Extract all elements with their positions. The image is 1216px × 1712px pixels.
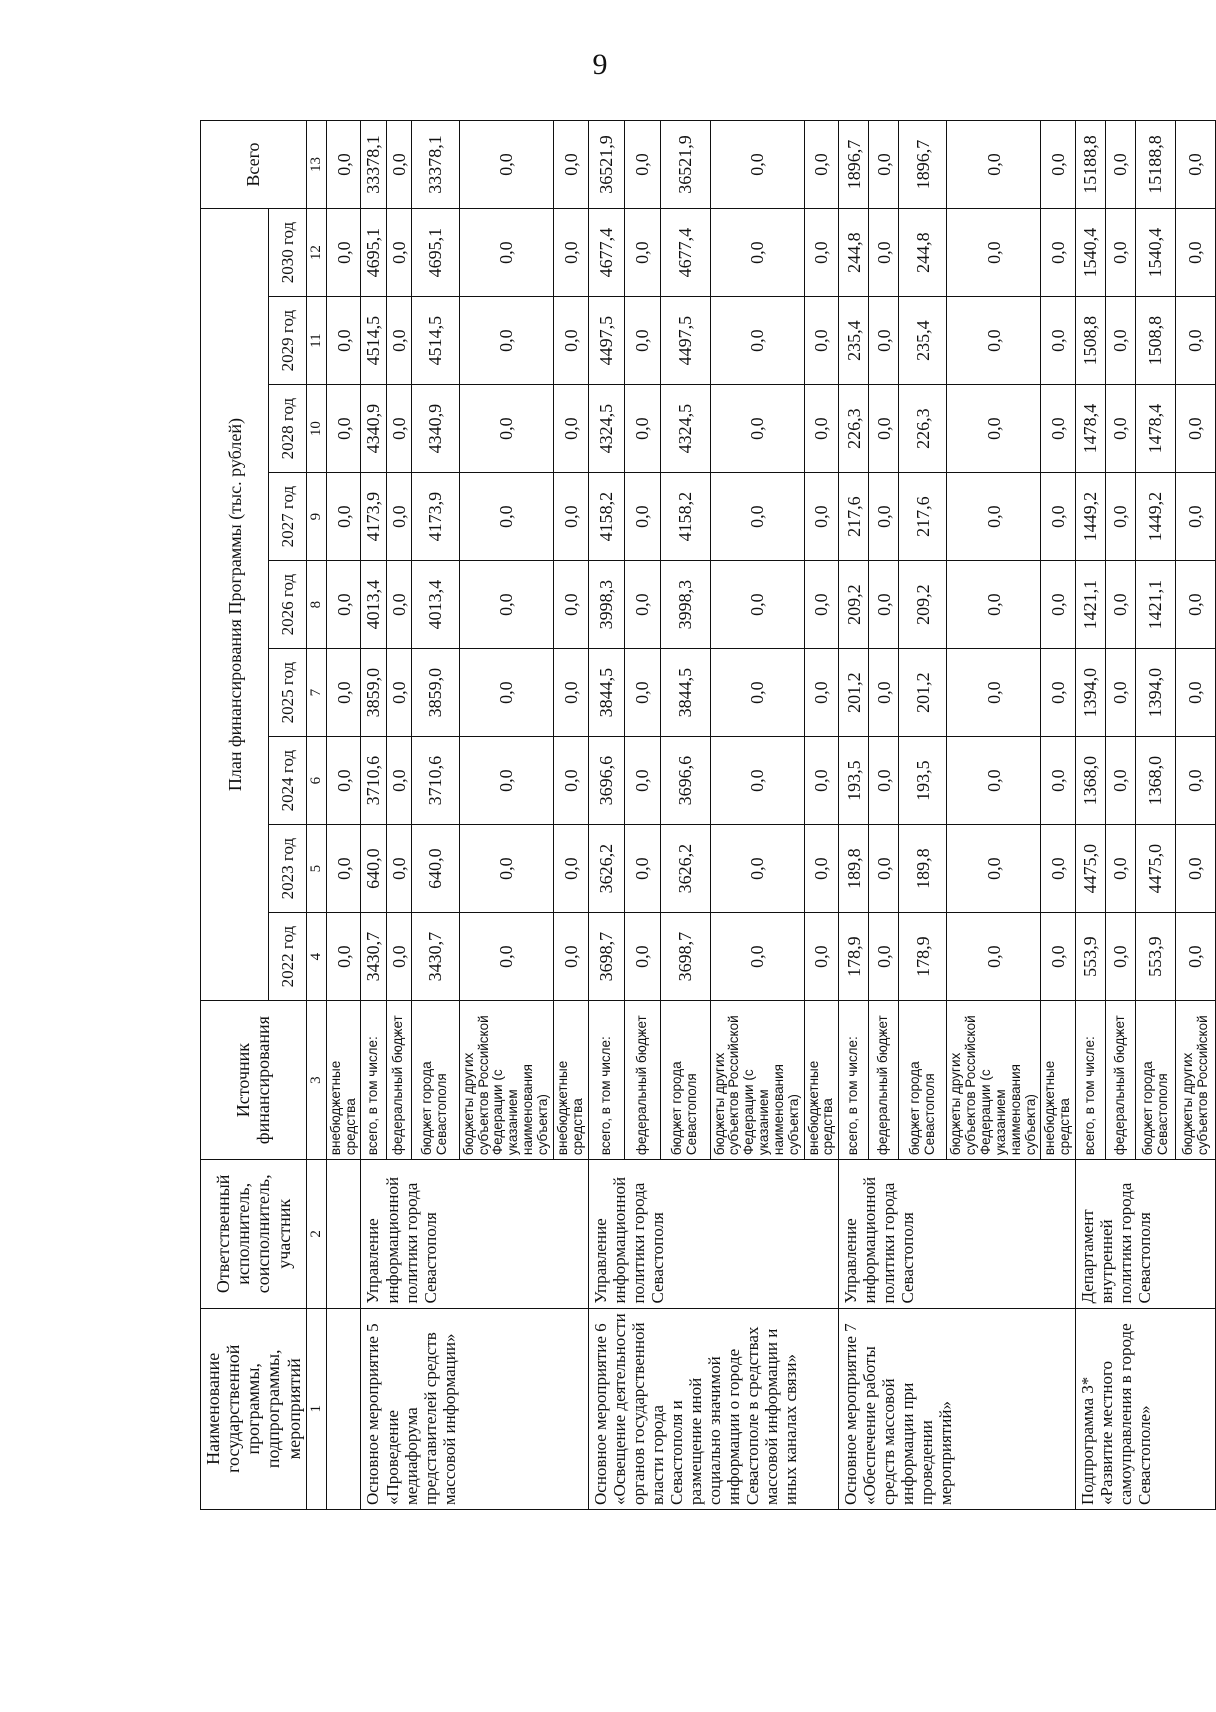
value-cell: 0,0 — [710, 649, 804, 737]
total-cell: 36521,9 — [660, 121, 710, 209]
total-cell: 0,0 — [459, 121, 553, 209]
value-cell: 3710,6 — [361, 737, 386, 825]
value-cell: 3430,7 — [411, 913, 459, 1001]
value-cell: 0,0 — [869, 385, 899, 473]
value-cell: 0,0 — [326, 649, 361, 737]
value-cell: 0,0 — [869, 209, 899, 297]
value-cell: 0,0 — [710, 209, 804, 297]
value-cell: 0,0 — [326, 385, 361, 473]
value-cell: 3626,2 — [588, 825, 624, 913]
value-cell: 0,0 — [1106, 473, 1136, 561]
total-cell: 0,0 — [553, 121, 588, 209]
value-cell: 235,4 — [839, 297, 869, 385]
value-cell: 0,0 — [624, 209, 660, 297]
value-cell: 0,0 — [710, 385, 804, 473]
total-cell: 0,0 — [947, 121, 1041, 209]
value-cell: 0,0 — [624, 825, 660, 913]
total-cell: 36521,9 — [588, 121, 624, 209]
value-cell: 0,0 — [1041, 209, 1076, 297]
value-cell: 0,0 — [326, 737, 361, 825]
activity-name: Основное мероприятие 6 «Освещение деятельности органов государственной власти города Севастополя и размещение иной социально значимой информации о городе Севастополе в средствах массовой информации и иных каналах связи» — [588, 1308, 839, 1509]
source-cell: внебюджетные средства — [804, 1001, 839, 1160]
value-cell: 217,6 — [839, 473, 869, 561]
value-cell: 0,0 — [869, 649, 899, 737]
value-cell: 0,0 — [1106, 385, 1136, 473]
value-cell: 0,0 — [624, 913, 660, 1001]
value-cell: 0,0 — [553, 209, 588, 297]
value-cell: 209,2 — [899, 561, 947, 649]
value-cell: 0,0 — [386, 209, 411, 297]
total-cell: 0,0 — [624, 121, 660, 209]
value-cell: 0,0 — [1176, 385, 1216, 473]
value-cell: 0,0 — [804, 385, 839, 473]
value-cell: 0,0 — [1176, 561, 1216, 649]
value-cell: 201,2 — [839, 649, 869, 737]
value-cell: 4695,1 — [361, 209, 386, 297]
source-cell: бюджет города Севастополя — [1136, 1001, 1176, 1160]
source-cell: бюджеты других субъектов Российской Федерации (с указанием наименования субъекта) — [459, 1001, 553, 1160]
value-cell: 4173,9 — [411, 473, 459, 561]
value-cell: 3626,2 — [660, 825, 710, 913]
value-cell: 0,0 — [1106, 737, 1136, 825]
value-cell: 4013,4 — [411, 561, 459, 649]
value-cell: 0,0 — [804, 913, 839, 1001]
source-cell: внебюджетные средства — [1041, 1001, 1076, 1160]
table-row — [1076, 121, 1106, 1510]
value-cell: 0,0 — [553, 737, 588, 825]
value-cell: 4695,1 — [411, 209, 459, 297]
source-cell: всего, в том числе: — [361, 1001, 386, 1160]
total-cell: 15188,8 — [1136, 121, 1176, 209]
value-cell: 0,0 — [459, 649, 553, 737]
value-cell: 1449,2 — [1076, 473, 1106, 561]
value-cell: 0,0 — [947, 209, 1041, 297]
value-cell: 0,0 — [326, 825, 361, 913]
value-cell: 0,0 — [804, 649, 839, 737]
value-cell: 0,0 — [1176, 649, 1216, 737]
value-cell: 0,0 — [804, 561, 839, 649]
header-year: 2024 год — [269, 737, 306, 825]
value-cell: 0,0 — [459, 737, 553, 825]
value-cell: 1394,0 — [1076, 649, 1106, 737]
value-cell: 0,0 — [1176, 209, 1216, 297]
value-cell: 0,0 — [624, 473, 660, 561]
total-cell: 1896,7 — [839, 121, 869, 209]
activity-name: Основное мероприятие 5 «Проведение медиафорума представителей средств массовой информации» — [361, 1308, 588, 1509]
value-cell: 226,3 — [839, 385, 869, 473]
value-cell: 0,0 — [459, 913, 553, 1001]
total-cell: 0,0 — [1041, 121, 1076, 209]
source-cell: бюджет города Севастополя — [660, 1001, 710, 1160]
value-cell: 0,0 — [553, 913, 588, 1001]
value-cell: 0,0 — [1176, 473, 1216, 561]
value-cell: 1540,4 — [1136, 209, 1176, 297]
value-cell: 0,0 — [553, 561, 588, 649]
column-number: 13 — [306, 121, 326, 209]
total-cell: 0,0 — [386, 121, 411, 209]
value-cell: 0,0 — [459, 473, 553, 561]
header-year: 2029 год — [269, 297, 306, 385]
value-cell: 189,8 — [899, 825, 947, 913]
value-cell: 4340,9 — [411, 385, 459, 473]
source-cell: внебюджетные средства — [326, 1001, 361, 1160]
value-cell: 4158,2 — [588, 473, 624, 561]
source-cell: федеральный бюджет — [386, 1001, 411, 1160]
value-cell: 4475,0 — [1076, 825, 1106, 913]
value-cell: 1478,4 — [1136, 385, 1176, 473]
value-cell: 0,0 — [553, 473, 588, 561]
value-cell: 4013,4 — [361, 561, 386, 649]
value-cell: 4677,4 — [660, 209, 710, 297]
value-cell: 4158,2 — [660, 473, 710, 561]
source-cell: внебюджетные средства — [553, 1001, 588, 1160]
value-cell: 4324,5 — [660, 385, 710, 473]
value-cell: 0,0 — [947, 825, 1041, 913]
value-cell: 3844,5 — [660, 649, 710, 737]
value-cell: 0,0 — [1041, 297, 1076, 385]
value-cell: 244,8 — [839, 209, 869, 297]
value-cell: 553,9 — [1076, 913, 1106, 1001]
value-cell: 0,0 — [947, 297, 1041, 385]
value-cell: 4677,4 — [588, 209, 624, 297]
value-cell: 0,0 — [1176, 913, 1216, 1001]
executor-name: Управление информационной политики города Севастополя — [839, 1160, 1076, 1308]
source-cell: федеральный бюджет — [624, 1001, 660, 1160]
value-cell: 3698,7 — [588, 913, 624, 1001]
value-cell: 0,0 — [710, 473, 804, 561]
value-cell: 0,0 — [710, 913, 804, 1001]
value-cell: 0,0 — [869, 297, 899, 385]
value-cell: 0,0 — [326, 561, 361, 649]
value-cell: 0,0 — [386, 737, 411, 825]
value-cell: 0,0 — [1176, 297, 1216, 385]
financing-table — [200, 120, 1216, 1510]
value-cell: 0,0 — [386, 385, 411, 473]
value-cell: 0,0 — [947, 473, 1041, 561]
value-cell: 0,0 — [386, 913, 411, 1001]
value-cell: 4475,0 — [1136, 825, 1176, 913]
value-cell: 0,0 — [869, 737, 899, 825]
column-number: 7 — [306, 649, 326, 737]
header-total: Всего — [201, 121, 307, 209]
value-cell: 193,5 — [899, 737, 947, 825]
value-cell: 1540,4 — [1076, 209, 1106, 297]
value-cell: 0,0 — [804, 209, 839, 297]
value-cell: 0,0 — [710, 737, 804, 825]
total-cell: 0,0 — [804, 121, 839, 209]
column-number: 1 — [306, 1308, 326, 1509]
value-cell: 0,0 — [326, 473, 361, 561]
value-cell: 1508,8 — [1076, 297, 1106, 385]
value-cell: 0,0 — [1176, 825, 1216, 913]
value-cell: 0,0 — [804, 737, 839, 825]
value-cell: 4514,5 — [411, 297, 459, 385]
value-cell: 3710,6 — [411, 737, 459, 825]
column-number: 12 — [306, 209, 326, 297]
value-cell: 235,4 — [899, 297, 947, 385]
value-cell: 0,0 — [710, 297, 804, 385]
value-cell: 1368,0 — [1136, 737, 1176, 825]
value-cell: 553,9 — [1136, 913, 1176, 1001]
value-cell: 4497,5 — [588, 297, 624, 385]
source-cell: бюджет города Севастополя — [411, 1001, 459, 1160]
value-cell: 1478,4 — [1076, 385, 1106, 473]
source-cell: всего, в том числе: — [839, 1001, 869, 1160]
value-cell: 4173,9 — [361, 473, 386, 561]
value-cell: 0,0 — [1041, 649, 1076, 737]
value-cell: 3696,6 — [660, 737, 710, 825]
value-cell: 217,6 — [899, 473, 947, 561]
rotated-table-wrapper — [200, 120, 1210, 1510]
value-cell: 0,0 — [624, 737, 660, 825]
value-cell: 3998,3 — [660, 561, 710, 649]
value-cell: 0,0 — [947, 649, 1041, 737]
column-number: 2 — [306, 1160, 326, 1308]
value-cell: 0,0 — [947, 385, 1041, 473]
value-cell: 1368,0 — [1076, 737, 1106, 825]
value-cell: 0,0 — [624, 561, 660, 649]
total-cell: 0,0 — [710, 121, 804, 209]
value-cell: 4324,5 — [588, 385, 624, 473]
value-cell: 0,0 — [553, 385, 588, 473]
activity-name: Основное мероприятие 7 «Обеспечение работы средств массовой информации при проведении мероприятий» — [839, 1308, 1076, 1509]
value-cell: 3998,3 — [588, 561, 624, 649]
value-cell: 3844,5 — [588, 649, 624, 737]
source-cell: всего, в том числе: — [1076, 1001, 1106, 1160]
activity-name: Подпрограмма 3* «Развитие местного самоуправления в городе Севастополе» — [1076, 1308, 1216, 1509]
header-year: 2025 год — [269, 649, 306, 737]
value-cell: 0,0 — [326, 913, 361, 1001]
value-cell: 0,0 — [459, 209, 553, 297]
header-year: 2023 год — [269, 825, 306, 913]
value-cell: 0,0 — [459, 825, 553, 913]
empty-cell — [326, 1160, 361, 1308]
value-cell: 0,0 — [553, 297, 588, 385]
column-number: 9 — [306, 473, 326, 561]
page-number: 9 — [592, 48, 608, 81]
value-cell: 0,0 — [386, 473, 411, 561]
value-cell: 0,0 — [947, 913, 1041, 1001]
value-cell: 0,0 — [947, 561, 1041, 649]
value-cell: 640,0 — [361, 825, 386, 913]
value-cell: 0,0 — [804, 473, 839, 561]
value-cell: 1394,0 — [1136, 649, 1176, 737]
total-cell: 0,0 — [869, 121, 899, 209]
value-cell: 0,0 — [1041, 385, 1076, 473]
value-cell: 0,0 — [869, 473, 899, 561]
executor-name: Управление информационной политики города Севастополя — [361, 1160, 588, 1308]
header-year: 2027 год — [269, 473, 306, 561]
value-cell: 4514,5 — [361, 297, 386, 385]
total-cell: 15188,8 — [1076, 121, 1106, 209]
value-cell: 640,0 — [411, 825, 459, 913]
table-row — [839, 121, 869, 1510]
value-cell: 0,0 — [804, 297, 839, 385]
column-number: 3 — [306, 1001, 326, 1160]
value-cell: 0,0 — [1106, 297, 1136, 385]
value-cell: 3696,6 — [588, 737, 624, 825]
value-cell: 3859,0 — [411, 649, 459, 737]
value-cell: 0,0 — [869, 561, 899, 649]
header-year: 2030 год — [269, 209, 306, 297]
value-cell: 0,0 — [1106, 825, 1136, 913]
value-cell: 178,9 — [839, 913, 869, 1001]
value-cell: 178,9 — [899, 913, 947, 1001]
header-year: 2022 год — [269, 913, 306, 1001]
value-cell: 0,0 — [553, 649, 588, 737]
value-cell: 1449,2 — [1136, 473, 1176, 561]
value-cell: 244,8 — [899, 209, 947, 297]
table-row — [588, 121, 624, 1510]
value-cell: 0,0 — [386, 825, 411, 913]
empty-cell — [326, 1308, 361, 1509]
value-cell: 189,8 — [839, 825, 869, 913]
value-cell: 1421,1 — [1136, 561, 1176, 649]
executor-name: Управление информационной политики города Севастополя — [588, 1160, 839, 1308]
value-cell: 4497,5 — [660, 297, 710, 385]
value-cell: 209,2 — [839, 561, 869, 649]
header-plan: План финансирования Программы (тыс. рублей) — [201, 209, 269, 1001]
total-cell: 1896,7 — [899, 121, 947, 209]
value-cell: 0,0 — [869, 825, 899, 913]
value-cell: 0,0 — [710, 825, 804, 913]
value-cell: 0,0 — [326, 297, 361, 385]
value-cell: 0,0 — [624, 385, 660, 473]
column-number: 5 — [306, 825, 326, 913]
value-cell: 0,0 — [1041, 473, 1076, 561]
column-number: 8 — [306, 561, 326, 649]
header-year: 2026 год — [269, 561, 306, 649]
header-source: Источник финансирования — [201, 1001, 307, 1160]
total-cell: 33378,1 — [411, 121, 459, 209]
value-cell: 0,0 — [326, 121, 361, 209]
value-cell: 0,0 — [1106, 649, 1136, 737]
value-cell: 3430,7 — [361, 913, 386, 1001]
value-cell: 3859,0 — [361, 649, 386, 737]
source-cell: всего, в том числе: — [588, 1001, 624, 1160]
source-cell: бюджеты других субъектов Российской — [1176, 1001, 1216, 1160]
executor-name: Департамент внутренней политики города Севастополя — [1076, 1160, 1216, 1308]
value-cell: 0,0 — [1176, 737, 1216, 825]
value-cell: 3698,7 — [660, 913, 710, 1001]
value-cell: 0,0 — [386, 561, 411, 649]
source-cell: бюджеты других субъектов Российской Федерации (с указанием наименования субъекта) — [947, 1001, 1041, 1160]
value-cell: 0,0 — [1041, 825, 1076, 913]
header-name: Наименование государственной программы, подпрограммы, мероприятий — [201, 1308, 307, 1509]
value-cell: 0,0 — [804, 825, 839, 913]
value-cell: 0,0 — [326, 209, 361, 297]
value-cell: 0,0 — [459, 385, 553, 473]
value-cell: 0,0 — [624, 649, 660, 737]
value-cell: 0,0 — [1041, 913, 1076, 1001]
value-cell: 0,0 — [553, 825, 588, 913]
column-number: 10 — [306, 385, 326, 473]
value-cell: 1508,8 — [1136, 297, 1176, 385]
value-cell: 0,0 — [459, 297, 553, 385]
value-cell: 0,0 — [1041, 561, 1076, 649]
total-cell: 0,0 — [1106, 121, 1136, 209]
total-cell: 33378,1 — [361, 121, 386, 209]
header-year: 2028 год — [269, 385, 306, 473]
value-cell: 0,0 — [1106, 913, 1136, 1001]
value-cell: 1421,1 — [1076, 561, 1106, 649]
source-cell: бюджеты других субъектов Российской Федерации (с указанием наименования субъекта) — [710, 1001, 804, 1160]
value-cell: 0,0 — [947, 737, 1041, 825]
value-cell: 0,0 — [1106, 209, 1136, 297]
column-number: 4 — [306, 913, 326, 1001]
column-number: 11 — [306, 297, 326, 385]
value-cell: 0,0 — [869, 913, 899, 1001]
table-row — [361, 121, 386, 1510]
value-cell: 226,3 — [899, 385, 947, 473]
source-cell: федеральный бюджет — [869, 1001, 899, 1160]
value-cell: 4340,9 — [361, 385, 386, 473]
value-cell: 193,5 — [839, 737, 869, 825]
value-cell: 0,0 — [386, 297, 411, 385]
value-cell: 0,0 — [1106, 561, 1136, 649]
value-cell: 0,0 — [710, 561, 804, 649]
source-cell: федеральный бюджет — [1106, 1001, 1136, 1160]
total-cell: 0,0 — [1176, 121, 1216, 209]
header-executor: Ответственный исполнитель, соисполнитель, участник — [201, 1160, 307, 1308]
column-number: 6 — [306, 737, 326, 825]
source-cell: бюджет города Севастополя — [899, 1001, 947, 1160]
value-cell: 0,0 — [459, 561, 553, 649]
value-cell: 0,0 — [1041, 737, 1076, 825]
value-cell: 0,0 — [624, 297, 660, 385]
value-cell: 0,0 — [386, 649, 411, 737]
value-cell: 201,2 — [899, 649, 947, 737]
